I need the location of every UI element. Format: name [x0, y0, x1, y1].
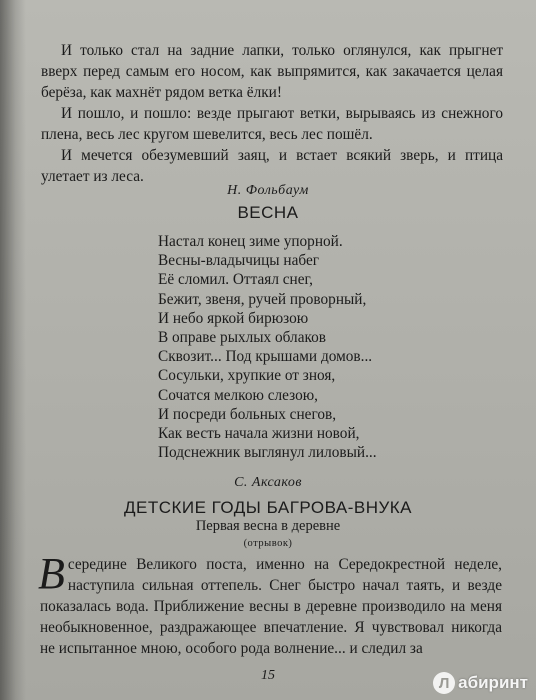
prose-author: С. Аксаков	[234, 475, 302, 490]
poem-line: Её сломил. Оттаял снег,	[158, 271, 313, 289]
labirint-watermark	[433, 672, 528, 694]
poem-line: Подснежник выглянул лиловый...	[158, 444, 377, 462]
poem-line: Сквозит... Под крышами домов...	[158, 348, 373, 366]
poem-line: В оправе рыхлых облаков	[158, 329, 327, 347]
poem-line: Сосульки, хрупкие от зноя,	[158, 367, 336, 385]
poem-body	[158, 232, 377, 462]
poem-line: Весны-владычицы набег	[158, 252, 320, 270]
paragraph: И только стал на задние лапки, только оглянулся, как прыгнет вверх перед самым его носом, как выпрямится, как закачается целая берёза, как махнёт рядом ветка ёлки!	[41, 42, 503, 101]
prose-body	[38, 549, 502, 659]
prose-title: ДЕТСКИЕ ГОДЫ БАГРОВА-ВНУКА	[123, 498, 413, 517]
labirint-logo-icon: Л	[433, 672, 455, 694]
poem-line: Настал конец зиме упорной.	[158, 233, 343, 250]
page-number: 15	[261, 668, 275, 683]
prose-subtitle: Первая весна в деревне	[195, 518, 341, 534]
paragraph: И пошло, и пошло: везде прыгают ветки, вырываясь из снежного плена, весь лес кругом шевелится, весь лес пошёл.	[41, 105, 503, 143]
poem-line: И посреди больных снегов,	[158, 405, 337, 423]
top-text-block	[41, 40, 503, 187]
poem-line: Сочатся мелкою слезою,	[158, 386, 318, 404]
poem-line: И небо яркой бирюзою	[158, 309, 309, 327]
drop-cap: В	[38, 549, 65, 598]
prose-text: середине Великого поста, именно на Середокрестной неделе, наступила сильная оттепель. Снег быстро начал таять, и везде показалась вода. Приближение весны в деревне производило на меня необыкновенное, раздражающее впечатление. Я чувствовал никогда не испытанное мною, особого рода волнение... и следил за	[40, 556, 502, 657]
poem-author: Н. Фольбаум	[227, 183, 309, 198]
poem-title: ВЕСНА	[237, 203, 299, 222]
poem-line: Как весть начала жизни новой,	[158, 425, 360, 443]
page-gutter-shadow	[0, 0, 26, 700]
excerpt-note: (отрывок)	[243, 538, 293, 549]
paragraph: И мечется обезумевший заяц, и встает всякий зверь, и птица улетает из леса.	[41, 147, 503, 185]
watermark-text: абиринт	[458, 673, 528, 692]
poem-line: Бежит, звеня, ручей проворный,	[158, 290, 367, 308]
